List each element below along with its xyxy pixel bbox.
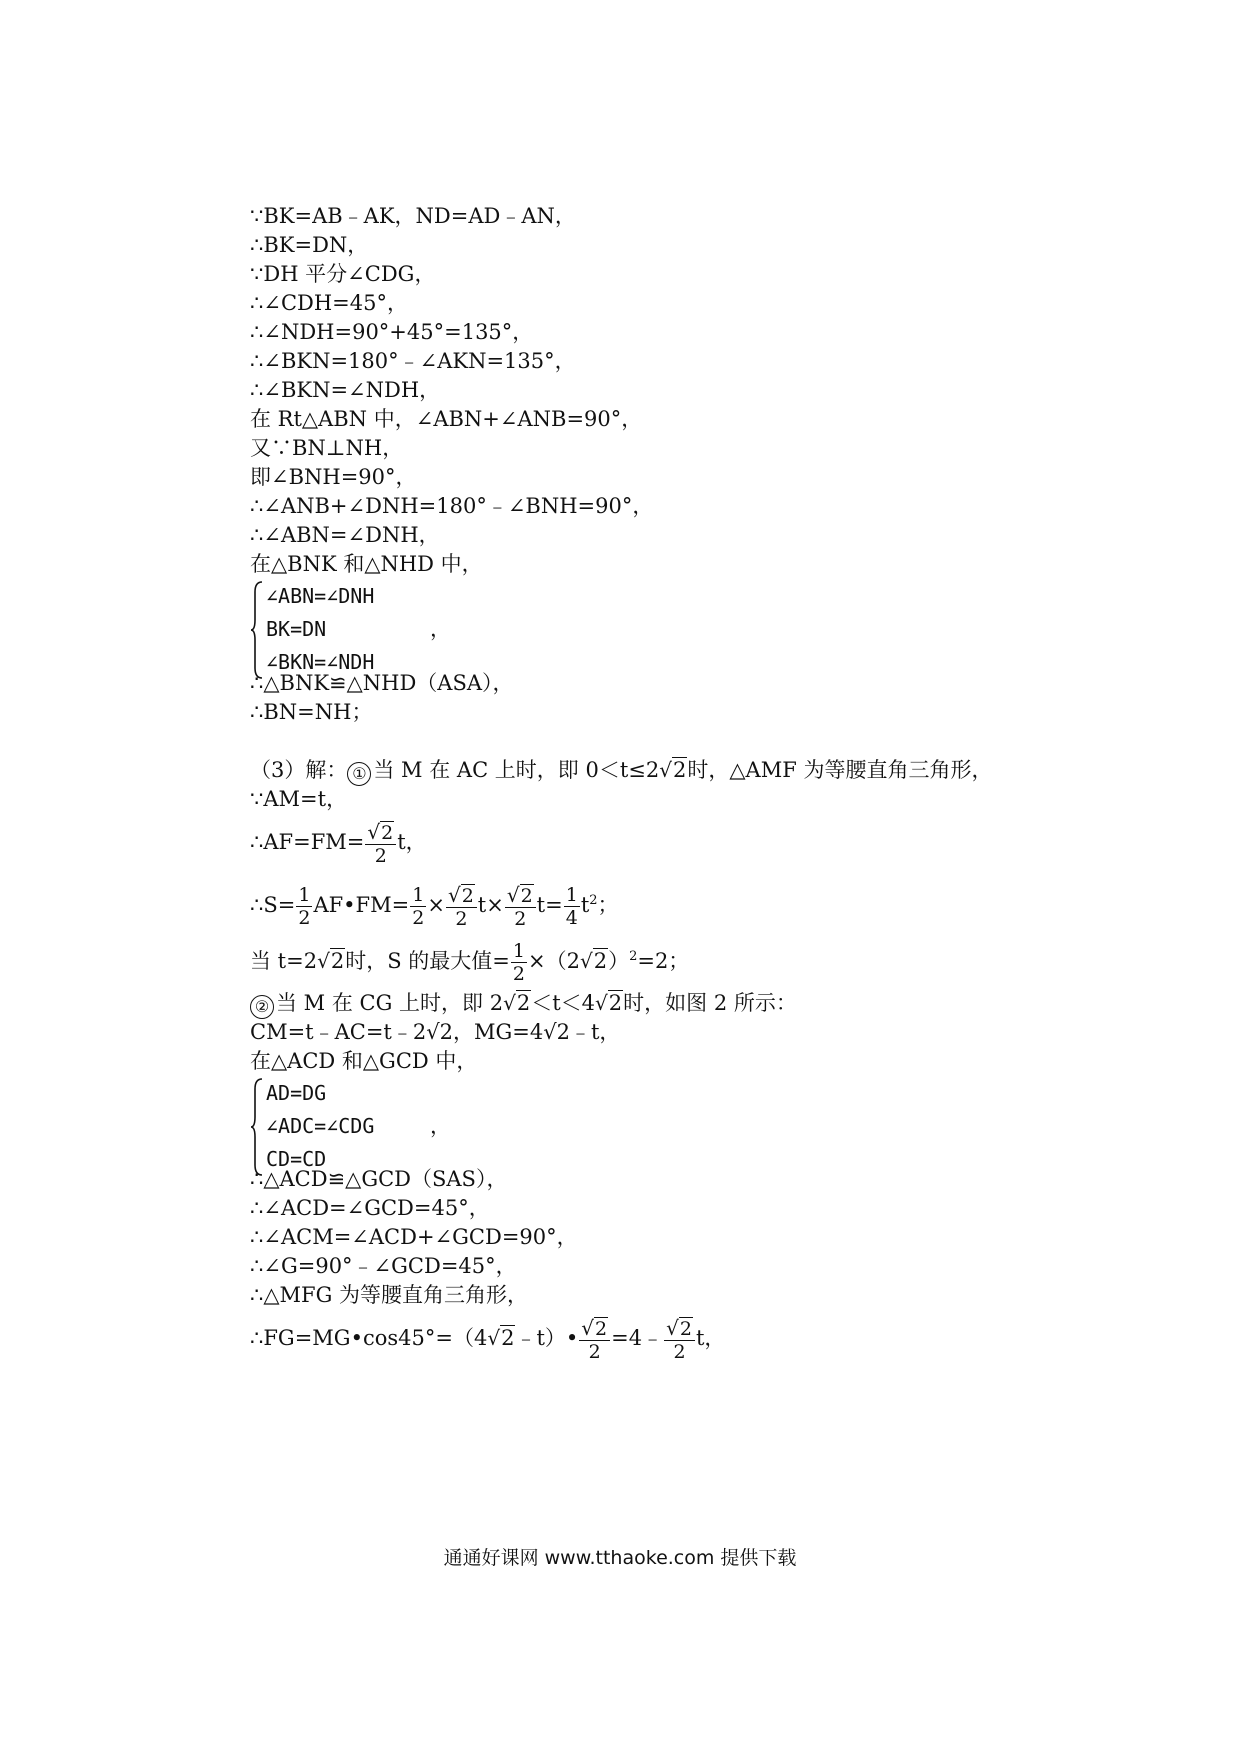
text-line: ∴∠BKN=180°﹣∠AKN=135°， (250, 349, 576, 373)
part3-heading: （3）解： ① 当 M 在 AC 上时，即 0＜t≤2√2时，△AMF 为等腰直角三角形， (250, 757, 992, 786)
left-brace-icon (250, 580, 264, 680)
fraction: $\frac{1}{2}$ (298, 884, 311, 929)
system-row: ∠BKN=∠NDH (266, 650, 375, 674)
fraction: $\frac{1}{2}$ (412, 884, 425, 929)
max-value-line: 当 t=2√2时，S 的最大值= $\frac{1}{2}$ $\times(2√2)^2=2$； (250, 940, 690, 985)
system-row: CD=CD (266, 1147, 327, 1171)
text-line: ∴∠NDH=90°+45°=135°， (250, 320, 534, 344)
text-line: 在△BNK 和△NHD 中， (250, 552, 483, 576)
text-line: ∴BN=NH； (250, 700, 373, 724)
text-line: ∵DH 平分∠CDG， (250, 262, 436, 286)
text-line: ∴BK=DN， (250, 233, 369, 257)
fraction: $\frac{√2}{2}$ (664, 1317, 695, 1363)
text-line: ∴∠ANB+∠DNH=180°﹣∠BNH=90°， (250, 494, 654, 518)
system-row: ∠ADC=∠CDG (266, 1114, 375, 1138)
text-line: ∵BK=AB﹣AK，ND=AD﹣AN， (250, 204, 576, 228)
system-comma: ， (430, 1114, 451, 1138)
fraction: $\frac{√2}{2}$ (365, 821, 396, 867)
fraction: $\frac{√2}{2}$ (446, 884, 477, 930)
text-line: 即∠BNH=90°， (250, 465, 417, 489)
text-line: CM=t﹣AC=t﹣2√2，MG=4√2﹣t， (250, 1020, 621, 1044)
system-row: AD=DG (266, 1081, 327, 1105)
text-line: 在 Rt△ABN 中，∠ABN+∠ANB=90°， (250, 407, 643, 431)
text-line: ∴∠ACD=∠GCD=45°， (250, 1196, 490, 1220)
system-rows (266, 580, 374, 679)
text-line: ∴∠ABN=∠DNH， (250, 523, 440, 547)
text-line: ∴∠G=90°﹣∠GCD=45°， (250, 1254, 517, 1278)
text-line: ∵AM=t， (250, 787, 348, 811)
fraction: $\frac{√2}{2}$ (579, 1317, 610, 1363)
case2-heading: ② 当 M 在 CG 上时，即 2√2＜t＜4√2时，如图 2 所示： (250, 990, 797, 1019)
text-line: ∴∠ACM=∠ACD+∠GCD=90°， (250, 1225, 578, 1249)
system-comma: ， (430, 617, 451, 641)
text-line: ∴△BNK≌△NHD（ASA）， (250, 671, 514, 695)
circled-number: ② (250, 995, 274, 1019)
equation-system-asa (250, 580, 470, 680)
fraction: $\frac{1}{4}$ (565, 884, 578, 929)
fg-equation: ∴FG=MG•cos45°=（4√2﹣t）• $\frac{√2}{2}$ =4﹣ $\frac{√2}{2}$ t， (250, 1315, 726, 1363)
system-row: ∠ABN=∠DNH (266, 584, 375, 608)
equation-system-sas (250, 1077, 470, 1177)
text-line: ∴∠BKN=∠NDH， (250, 378, 441, 402)
circled-number: ① (347, 762, 371, 786)
text-line: 在△ACD 和△GCD 中， (250, 1049, 478, 1073)
left-brace-icon (250, 1077, 264, 1177)
page-footer: 通通好课网 www.tthaoke.com 提供下载 (443, 1547, 797, 1569)
text-line: 又∵BN⊥NH， (250, 436, 404, 460)
system-row: BK=DN (266, 617, 327, 641)
sqrt-expression: √2 (659, 758, 687, 782)
text-line: ∴△MFG 为等腰直角三角形， (250, 1283, 529, 1307)
text-line: ∴△ACD≌△GCD（SAS）， (250, 1167, 508, 1191)
af-equation: ∴AF=FM= $\frac{√2}{2}$ t， (250, 819, 427, 867)
area-equation: ∴S= $\frac{1}{2}$ AF•FM= $\frac{1}{2}$ × $\frac{√2}{2}$ t× $\frac{√2}{2}$ t= $\frac{1}{4}$ $t^2$； (250, 882, 619, 930)
fraction: $\frac{1}{2}$ (512, 940, 525, 985)
system-rows (266, 1077, 374, 1176)
text-line: ∴∠CDH=45°， (250, 291, 408, 315)
fraction: $\frac{√2}{2}$ (505, 884, 536, 930)
